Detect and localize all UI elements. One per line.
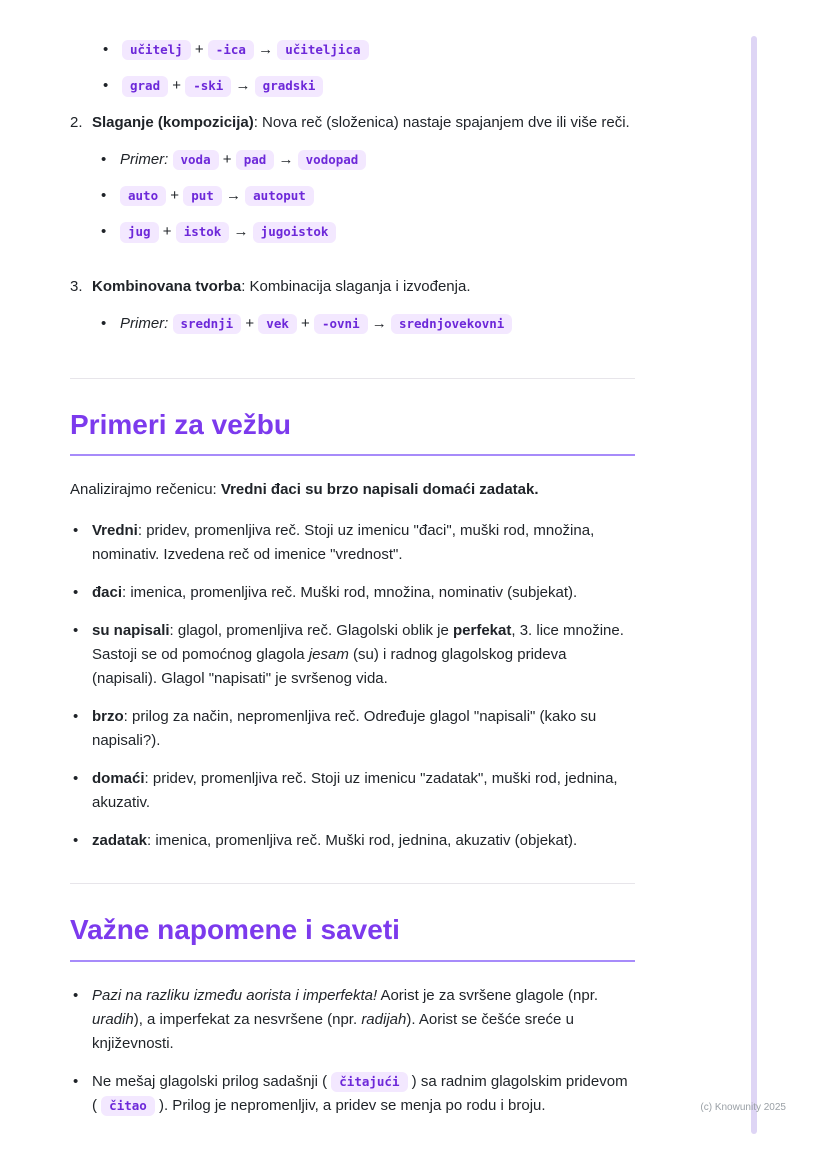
text-run: + [190, 41, 208, 58]
text-run: Slaganje (kompozicija) [92, 113, 254, 131]
code-tag: grad [122, 76, 168, 96]
list-number: 3. [70, 277, 83, 295]
text-run: Aorist je za svršene glagole (npr. [377, 986, 599, 1004]
text-run: : prilog za način, nepromenljiva reč. Određuje glagol "napisali" (kako su napisali?). [92, 708, 597, 750]
code-tag: istok [176, 222, 230, 242]
text-run: ), a imperfekat za nesvršene (npr. [133, 1010, 362, 1028]
list-number: 2. [70, 113, 83, 131]
text-run: : glagol, promenljiva reč. Glagolski oblik je [169, 622, 453, 640]
text-run: → [274, 150, 298, 168]
practice-intro [70, 478, 635, 501]
code-tag: učiteljica [277, 40, 368, 60]
text-run: + [241, 314, 259, 332]
text-run: Primer: [120, 314, 173, 332]
text-run: → [367, 314, 391, 332]
scrollbar[interactable] [751, 36, 757, 1134]
combined-example-list [98, 312, 635, 335]
code-tag: -ica [208, 40, 254, 60]
list-item [70, 1070, 635, 1118]
text-run: Analizirajmo rečenicu: [70, 481, 221, 499]
code-tag: gradski [255, 76, 324, 96]
notes-list [70, 984, 635, 1118]
code-tag: učitelj [122, 40, 191, 60]
text-run: + [168, 77, 186, 95]
numbered-item-3 [70, 275, 635, 349]
code-tag: srednji [173, 314, 242, 334]
text-run: ). Prilog je nepromenljiv, a pridev se menja po rodu i broju. [154, 1096, 546, 1114]
numbered-item-2 [70, 111, 635, 257]
text-run: Ne mešaj glagolski prilog sadašnji ( [92, 1072, 332, 1090]
list-item [98, 148, 635, 171]
text-run: : imenica, promenljiva reč. Muški rod, množina, nominativ (subjekat). [122, 584, 578, 602]
text-run: Kombinovana tvorba [92, 277, 242, 295]
text-run: : Kombinacija slaganja i izvođenja. [241, 277, 471, 295]
text-run: → [253, 41, 278, 58]
text-run: Vredni [92, 522, 138, 540]
text-run: , 3. lice množine. Sastoji se od pomoćnog glagola [92, 622, 624, 664]
text-run: + [166, 187, 184, 204]
list-item [70, 519, 635, 567]
code-tag: -ovni [314, 314, 368, 334]
text-run: : imenica, promenljiva reč. Muški rod, jednina, akuzativ (objekat). [147, 832, 578, 850]
list-item [98, 184, 635, 207]
code-tag: voda [173, 150, 219, 170]
section-heading-primeri: Primeri za vežbu [70, 409, 635, 456]
text-run: Primer: [120, 150, 173, 168]
text-run: Vredni đaci su brzo napisali domaći zadatak. [220, 481, 539, 499]
code-tag: jugoistok [253, 222, 337, 242]
section-divider [70, 883, 635, 884]
list-item [100, 74, 635, 97]
copyright-notice: (c) Knowunity 2025 [700, 1102, 786, 1113]
list-item [98, 220, 635, 243]
code-tag: -ski [185, 76, 231, 96]
code-tag: vek [258, 314, 297, 334]
code-tag: jug [120, 222, 159, 242]
text-run: domaći [92, 770, 145, 788]
paragraph [92, 111, 635, 134]
list-item [70, 767, 635, 815]
text-run: ). Aorist se češće sreće u književnosti. [92, 1010, 574, 1052]
text-run: → [229, 223, 253, 241]
text-run: đaci [92, 584, 123, 602]
derivation-example-list [100, 38, 635, 98]
text-run: : pridev, promenljiva reč. Stoji uz imenicu "zadatak", muški rod, jednina, akuzativ. [92, 770, 618, 812]
section-divider [70, 378, 635, 379]
numbered-item-body [92, 111, 635, 257]
code-tag: čitajući [331, 1072, 407, 1092]
text-run: : Nova reč (složenica) nastaje spajanjem dve ili više reči. [253, 113, 630, 131]
text-run: Pazi na razliku između aorista i imperfekta! [92, 986, 378, 1004]
list-item [70, 619, 635, 691]
code-tag: srednjovekovni [391, 314, 512, 334]
document-content [70, 0, 635, 1118]
code-tag: vodopad [298, 150, 367, 170]
code-tag: put [183, 186, 222, 206]
text-run: zadatak [92, 832, 148, 850]
numbered-item-body [92, 275, 635, 349]
code-tag: autoput [245, 186, 314, 206]
text-run: → [221, 187, 246, 204]
text-run: jesam [308, 646, 349, 664]
paragraph [92, 275, 635, 298]
list-item [70, 581, 635, 605]
list-item [70, 829, 635, 853]
code-tag: pad [236, 150, 275, 170]
section-heading-napomene: Važne napomene i saveti [70, 914, 635, 961]
text-run: + [296, 314, 314, 332]
code-tag: čitao [101, 1096, 155, 1116]
text-run: (su) i radnog glagolskog prideva (napisali). Glagol "napisati" je svršenog vida. [92, 646, 567, 688]
text-run: perfekat [453, 622, 512, 640]
list-item [70, 984, 635, 1056]
text-run: brzo [92, 708, 124, 726]
text-run: + [218, 150, 236, 168]
list-item [100, 38, 635, 61]
composition-example-list [98, 148, 635, 244]
text-run: radijah [361, 1010, 407, 1028]
text-run: ) sa radnim glagolskim pridevom ( [92, 1072, 628, 1114]
text-run: uradih [92, 1010, 134, 1028]
text-run: + [158, 223, 176, 241]
list-item [70, 705, 635, 753]
list-item [98, 312, 635, 335]
text-run: su napisali [92, 622, 170, 640]
sentence-analysis-list [70, 519, 635, 853]
text-run: → [231, 77, 255, 95]
code-tag: auto [120, 186, 166, 206]
text-run: : pridev, promenljiva reč. Stoji uz imenicu "đaci", muški rod, množina, nominativ. Izvedena reč od imenice "vrednost". [92, 522, 595, 564]
